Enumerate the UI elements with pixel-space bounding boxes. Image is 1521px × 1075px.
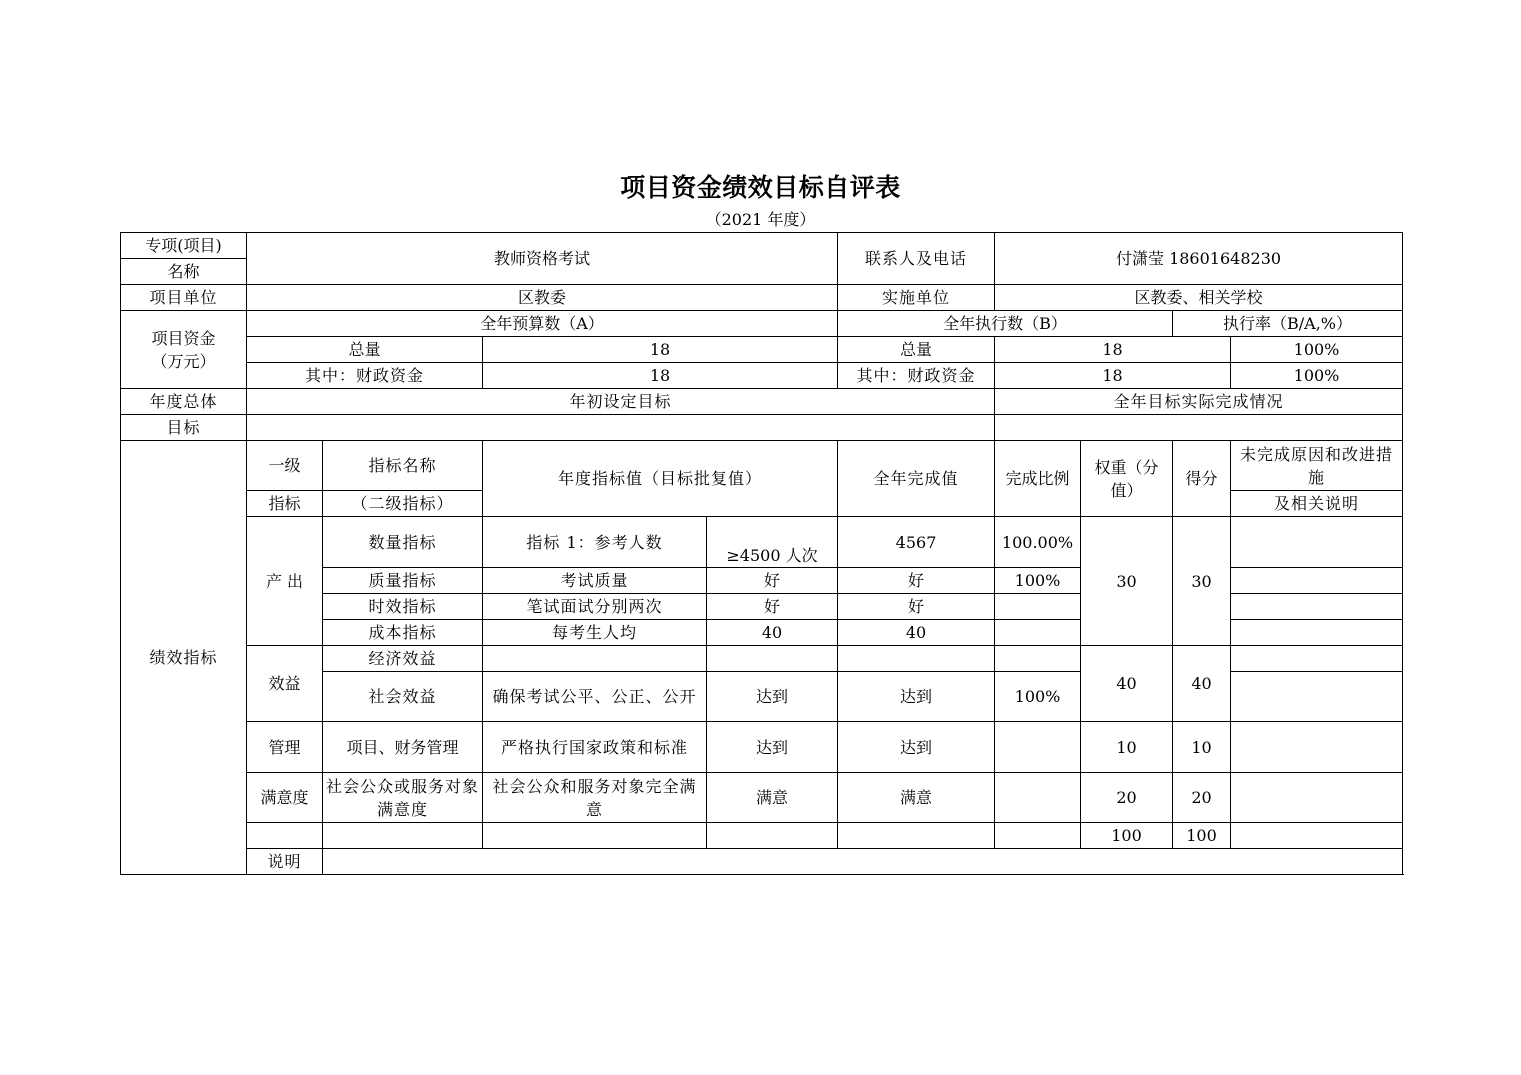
sat-label: 满意度	[247, 773, 323, 823]
table-row-ratio: 100%	[995, 672, 1081, 722]
fiscal-label: 其中：财政资金	[247, 363, 483, 389]
fiscal-rate: 100%	[1231, 363, 1403, 389]
total-row-cell	[838, 823, 995, 849]
total-weight: 100	[1081, 823, 1173, 849]
table-row-reason	[1231, 594, 1403, 620]
total-label-exec: 总量	[838, 337, 995, 363]
table-row-complete: 好	[838, 568, 995, 594]
indicators-section-label: 绩效指标	[121, 441, 247, 875]
total-row-cell	[1231, 823, 1403, 849]
table-row-reason	[1231, 517, 1403, 568]
table-row-target: 确保考试公平、公正、公开	[483, 672, 707, 722]
table-row-target-value: 40	[707, 620, 838, 646]
total-budget: 18	[483, 337, 838, 363]
table-row-reason	[1231, 672, 1403, 722]
table-row-name: 数量指标	[323, 517, 483, 568]
project-name-label: 专项(项目)	[121, 233, 247, 259]
benefit-score: 40	[1173, 646, 1231, 722]
table-row-complete	[838, 646, 995, 672]
note-value	[323, 849, 1403, 875]
table-row-target	[483, 646, 707, 672]
total-row-cell	[483, 823, 707, 849]
table-row-complete: 达到	[838, 722, 995, 773]
complete-header: 全年完成值	[838, 441, 995, 517]
ratio-header: 完成比例	[995, 441, 1081, 517]
reason-header: 未完成原因和改进措施	[1231, 441, 1403, 491]
table-row-target: 考试质量	[483, 568, 707, 594]
indicator-name-header: 指标名称	[323, 441, 483, 491]
table-row-complete: 达到	[838, 672, 995, 722]
annual-label: 年度总体	[121, 389, 247, 415]
actual-completion-header: 全年目标实际完成情况	[995, 389, 1403, 415]
weight-header: 权重（分值）	[1081, 441, 1173, 517]
fiscal-budget: 18	[483, 363, 838, 389]
total-row-cell	[995, 823, 1081, 849]
table-row-complete: 4567	[838, 517, 995, 568]
table-row-complete: 好	[838, 594, 995, 620]
output-weight: 30	[1081, 517, 1173, 646]
table-row-name: 社会公众或服务对象满意度	[323, 773, 483, 823]
sat-weight: 20	[1081, 773, 1173, 823]
total-row-cell	[247, 823, 323, 849]
project-unit-label: 项目单位	[121, 285, 247, 311]
total-label: 总量	[247, 337, 483, 363]
table-row-target: 严格执行国家政策和标准	[483, 722, 707, 773]
actual-completion-value	[995, 415, 1403, 441]
table-row-target-value	[707, 646, 838, 672]
table-row-ratio	[995, 620, 1081, 646]
mgmt-score: 10	[1173, 722, 1231, 773]
contact-value: 付潇莹 18601648230	[995, 233, 1403, 285]
year-subtitle: （2021 年度）	[705, 210, 816, 229]
note-label: 说明	[247, 849, 323, 875]
table-row-ratio: 100%	[995, 568, 1081, 594]
table-row-target-value: 好	[707, 568, 838, 594]
fiscal-label-exec: 其中：财政资金	[838, 363, 995, 389]
table-row-ratio	[995, 773, 1081, 823]
table-row-ratio	[995, 594, 1081, 620]
contact-label: 联系人及电话	[838, 233, 995, 285]
table-row-reason	[1231, 722, 1403, 773]
target-header: 年度指标值（目标批复值）	[483, 441, 838, 517]
exec-header: 全年执行数（B）	[838, 311, 1173, 337]
sat-score: 20	[1173, 773, 1231, 823]
table-row-target-value: 达到	[707, 722, 838, 773]
table-row-target-value: ≥4500 人次	[707, 517, 838, 568]
table-row-ratio: 100.00%	[995, 517, 1081, 568]
annual-label-2: 目标	[121, 415, 247, 441]
level1-header: 一级	[247, 441, 323, 491]
output-label: 产 出	[247, 517, 323, 646]
table-row-target-value: 满意	[707, 773, 838, 823]
rate-header: 执行率（B/A,%）	[1173, 311, 1403, 337]
impl-unit-value: 区教委、相关学校	[995, 285, 1403, 311]
page-title: 项目资金绩效目标自评表	[620, 173, 901, 202]
impl-unit-label: 实施单位	[838, 285, 995, 311]
table-row-target: 指标 1：参考人数	[483, 517, 707, 568]
table-row-target: 每考生人均	[483, 620, 707, 646]
table-row-reason	[1231, 646, 1403, 672]
table-row-name: 社会效益	[323, 672, 483, 722]
table-row-reason	[1231, 568, 1403, 594]
fiscal-exec: 18	[995, 363, 1231, 389]
table-row-name: 经济效益	[323, 646, 483, 672]
budget-header: 全年预算数（A）	[247, 311, 838, 337]
table-row-target-value: 达到	[707, 672, 838, 722]
table-row-reason	[1231, 773, 1403, 823]
mgmt-label: 管理	[247, 722, 323, 773]
project-name-label-2: 名称	[121, 259, 247, 285]
level1-header-2: 指标	[247, 491, 323, 517]
table-row-target-value: 好	[707, 594, 838, 620]
table-row-complete: 满意	[838, 773, 995, 823]
performance-table	[120, 232, 1403, 875]
table-row-ratio	[995, 722, 1081, 773]
benefit-label: 效益	[247, 646, 323, 722]
table-row-complete: 40	[838, 620, 995, 646]
initial-goal-value	[247, 415, 995, 441]
project-name-value: 教师资格考试	[247, 233, 838, 285]
project-unit-value: 区教委	[247, 285, 838, 311]
funds-label: 项目资金 （万元）	[121, 311, 247, 389]
table-row-name: 质量指标	[323, 568, 483, 594]
table-row-target: 笔试面试分别两次	[483, 594, 707, 620]
initial-goal-header: 年初设定目标	[247, 389, 995, 415]
total-row-cell	[707, 823, 838, 849]
total-rate: 100%	[1231, 337, 1403, 363]
table-row-name: 成本指标	[323, 620, 483, 646]
total-row-cell	[323, 823, 483, 849]
reason-header-2: 及相关说明	[1231, 491, 1403, 517]
table-row-target: 社会公众和服务对象完全满意	[483, 773, 707, 823]
total-score: 100	[1173, 823, 1231, 849]
indicator-name-header-2: （二级指标）	[323, 491, 483, 517]
benefit-weight: 40	[1081, 646, 1173, 722]
score-header: 得分	[1173, 441, 1231, 517]
total-exec: 18	[995, 337, 1231, 363]
table-row-ratio	[995, 646, 1081, 672]
output-score: 30	[1173, 517, 1231, 646]
table-row-name: 项目、财务管理	[323, 722, 483, 773]
table-row-name: 时效指标	[323, 594, 483, 620]
mgmt-weight: 10	[1081, 722, 1173, 773]
table-row-reason	[1231, 620, 1403, 646]
